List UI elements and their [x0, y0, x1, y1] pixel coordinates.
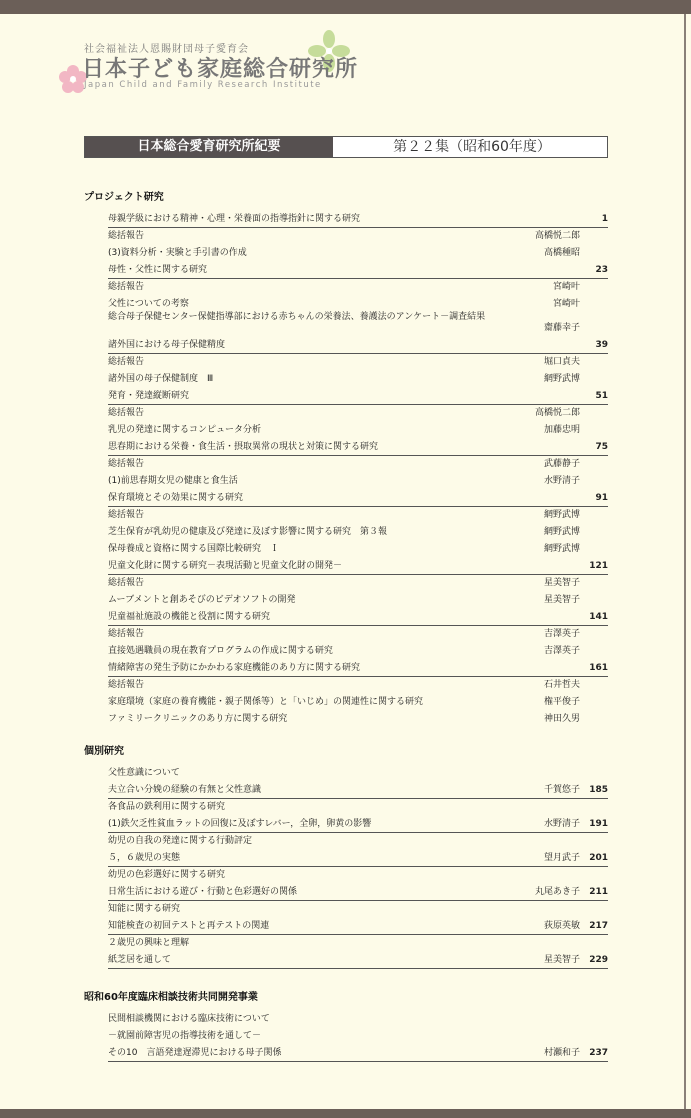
toc-subentry	[108, 693, 608, 710]
entry-author: 網野武博	[543, 374, 580, 384]
section-heading: 昭和60年度臨床相談技術共同開発事業	[84, 992, 258, 1003]
entry-author: 網野武博	[543, 510, 580, 520]
toc-subentry	[108, 455, 608, 472]
entry-title: 総括報告	[108, 282, 145, 292]
entry-author: 権平俊子	[543, 697, 580, 707]
entry-page-number: 161	[589, 663, 608, 673]
entry-page-number: 237	[589, 1048, 608, 1058]
entry-title: 総括報告	[108, 578, 145, 588]
entry-author: 加藤忠明	[543, 425, 580, 435]
toc-subentry	[108, 710, 608, 727]
entry-author: 高橋種昭	[543, 248, 580, 258]
entry-title: 父性についての考察	[108, 299, 189, 309]
entry-author: 星美智子	[543, 578, 580, 588]
toc-subentry	[108, 295, 608, 312]
institute-name: 日本子ども家庭総合研究所	[82, 57, 359, 82]
entry-title: 児童福祉施設の機能と役割に関する研究	[108, 612, 271, 622]
entry-page-number: 51	[595, 391, 608, 401]
entry-page-number: 211	[589, 887, 608, 897]
toc-subentry	[108, 900, 608, 917]
right-border	[684, 14, 686, 1109]
entry-title: 知能に関する研究	[108, 904, 181, 914]
toc-entry	[108, 1044, 608, 1062]
entry-author: 星美智子	[543, 595, 580, 605]
entry-title: 民間相談機関における臨床技術について	[108, 1014, 270, 1024]
toc-subentry	[108, 472, 608, 489]
toc-subentry	[108, 404, 608, 421]
entry-author: 宮崎叶	[552, 299, 580, 309]
entry-title: 保育環境とその効果に関する研究	[108, 493, 244, 503]
section-heading: 個別研究	[84, 746, 124, 757]
entry-title: 日常生活における遊び・行動と色彩選好の関係	[108, 887, 298, 897]
entry-title: (1)前思春期女児の健康と食生活	[108, 476, 238, 486]
entry-author: 堀口貞夫	[543, 357, 580, 367]
toc-subentry	[108, 353, 608, 370]
toc-subentry	[108, 370, 608, 387]
entry-author: 神田久男	[543, 714, 580, 724]
entry-title: 総括報告	[108, 510, 145, 520]
entry-title: 総括報告	[108, 680, 145, 690]
toc-subentry	[108, 591, 608, 608]
entry-page-number: 229	[589, 955, 608, 965]
toc-entry	[108, 438, 608, 456]
toc-subentry	[108, 934, 608, 951]
bulletin-title: 日本総合愛育研究所紀要	[85, 137, 333, 157]
toc-subentry	[108, 312, 608, 336]
entry-title: 芝生保育が乳幼児の健康及び発達に及ぼす影響に関する研究 第３報	[108, 527, 388, 537]
entry-title: 幼児の色彩選好に関する研究	[108, 870, 226, 880]
toc-subentry	[108, 866, 608, 883]
entry-title: 父性意識について	[108, 768, 180, 778]
entry-author: 水野清子	[543, 819, 580, 829]
entry-author: 石井哲夫	[543, 680, 580, 690]
entry-title: ムーブメントと創あそびのビデオソフトの開発	[108, 595, 296, 605]
entry-page-number: 39	[595, 340, 608, 350]
toc-subentry	[108, 1010, 608, 1027]
entry-author: 吉澤英子	[543, 646, 580, 656]
entry-title: 夫立合い分娩の経験の有無と父性意識	[108, 785, 262, 795]
toc-entry	[108, 608, 608, 626]
entry-title: 思春期における栄養・食生活・摂取異常の現状と対策に関する研究	[108, 442, 379, 452]
entry-page-number: 191	[589, 819, 608, 829]
toc-subentry	[108, 625, 608, 642]
toc-subentry	[108, 798, 608, 815]
entry-author: 荻原英敏	[543, 921, 580, 931]
entry-title: 発育・発達縦断研究	[108, 391, 190, 401]
entry-title: 総括報告	[108, 357, 145, 367]
toc-subentry	[108, 227, 608, 244]
entry-author: 武藤静子	[543, 459, 580, 469]
entry-title: 総括報告	[108, 629, 145, 639]
toc-entry	[108, 781, 608, 799]
entry-page-number: 121	[589, 561, 608, 571]
entry-title: 乳児の発達に関するコンピュータ分析	[108, 425, 262, 435]
toc-subentry	[108, 506, 608, 523]
entry-title: －就園前障害児の指導技術を通して－	[108, 1031, 262, 1041]
entry-author: 水野清子	[543, 476, 580, 486]
toc-subentry	[108, 540, 608, 557]
toc-subentry	[108, 1027, 608, 1044]
entry-title: 紙芝居を通して	[108, 955, 172, 965]
entry-author: 宮崎叶	[552, 282, 580, 292]
entry-page-number: 141	[589, 612, 608, 622]
entry-author: 齋藤幸子	[543, 323, 580, 333]
entry-author: 網野武博	[543, 544, 580, 554]
entry-page-number: 217	[589, 921, 608, 931]
toc-entry	[108, 210, 608, 228]
entry-title: 保母養成と資格に関する国際比較研究 Ｉ	[108, 544, 280, 554]
entry-author: 千賀悠子	[543, 785, 580, 795]
entry-page-number: 91	[595, 493, 608, 503]
top-bar	[0, 0, 691, 14]
entry-title: ２歳児の興味と理解	[108, 938, 190, 948]
entry-author: 丸尾あき子	[534, 887, 580, 897]
toc-subentry	[108, 832, 608, 849]
entry-author: 吉澤英子	[543, 629, 580, 639]
entry-author: 網野武博	[543, 527, 580, 537]
entry-title: 総括報告	[108, 459, 145, 469]
bulletin-title-box	[84, 136, 608, 158]
entry-title: 児童文化財に関する研究－表現活動と児童文化財の開発－	[108, 561, 343, 571]
entry-title: 直接処遇職員の現在教育プログラムの作成に関する研究	[108, 646, 333, 656]
bottom-bar	[0, 1109, 691, 1118]
toc-subentry	[108, 421, 608, 438]
toc-entry	[108, 659, 608, 677]
entry-page-number: 1	[601, 214, 608, 224]
entry-title: 総括報告	[108, 231, 145, 241]
entry-title: 諸外国の母子保健制度 Ⅲ	[108, 374, 214, 384]
toc-entry	[108, 815, 608, 833]
toc-subentry	[108, 574, 608, 591]
toc-entry	[108, 336, 608, 354]
volume-title: 第２２集（昭和60年度）	[393, 139, 551, 155]
toc-subentry	[108, 523, 608, 540]
institute-header	[58, 36, 458, 106]
entry-title: 総括報告	[108, 408, 145, 418]
entry-author: 高橋悦二郎	[534, 231, 580, 241]
toc-entry	[108, 849, 608, 867]
toc-entry	[108, 883, 608, 901]
entry-author: 高橋悦二郎	[534, 408, 580, 418]
entry-title: その10 言語発達遅滞児における母子関係	[108, 1048, 282, 1058]
entry-title: 知能検査の初回テストと再テストの関連	[108, 921, 270, 931]
section-heading: プロジェクト研究	[84, 192, 164, 203]
entry-title: 母性・父性に関する研究	[108, 265, 208, 275]
entry-title: ファミリークリニックのあり方に関する研究	[108, 714, 288, 724]
toc-subentry	[108, 764, 608, 781]
entry-title: 情緒障害の発生予防にかかわる家庭機能のあり方に関する研究	[108, 663, 361, 673]
entry-author: 望月武子	[543, 853, 580, 863]
entry-page-number: 201	[589, 853, 608, 863]
entry-page-number: 75	[595, 442, 608, 452]
toc-subentry	[108, 244, 608, 261]
toc-subentry	[108, 676, 608, 693]
entry-title: 家庭環境（家庭の養育機能・親子関係等）と「いじめ」の関連性に関する研究	[108, 697, 424, 707]
entry-author: 村瀬和子	[543, 1048, 580, 1058]
toc-subentry	[108, 642, 608, 659]
entry-title: 幼児の自我の発達に関する行動評定	[108, 836, 253, 846]
toc-entry	[108, 951, 608, 969]
entry-title: 母親学級における精神・心理・栄養面の指導指針に関する研究	[108, 214, 361, 224]
entry-page-number: 23	[595, 265, 608, 275]
toc-subentry	[108, 278, 608, 295]
entry-page-number: 185	[589, 785, 608, 795]
toc-entry	[108, 917, 608, 935]
toc-entry	[108, 387, 608, 405]
entry-author: 星美智子	[543, 955, 580, 965]
toc-entry	[108, 489, 608, 507]
entry-title: 各食品の鉄利用に関する研究	[108, 802, 226, 812]
toc-entry	[108, 557, 608, 575]
entry-title: (3)資料分析・実験と手引書の作成	[108, 248, 247, 258]
toc-entry	[108, 261, 608, 279]
org-name: 社会福祉法人恩賜財団母子愛育会	[84, 44, 249, 55]
entry-title: 諸外国における母子保健精度	[108, 340, 226, 350]
entry-title: 総合母子保健センター保健指導部における赤ちゃんの栄養法、養護法のアンケート－調査結果	[108, 312, 486, 322]
entry-title: (1)鉄欠乏性貧血ラットの回復に及ぼすレバー，全卵，卵黄の影響	[108, 819, 372, 829]
entry-title: ５，６歳児の実態	[108, 853, 181, 863]
institute-name-en: Japan Child and Family Research Institute	[84, 80, 322, 90]
